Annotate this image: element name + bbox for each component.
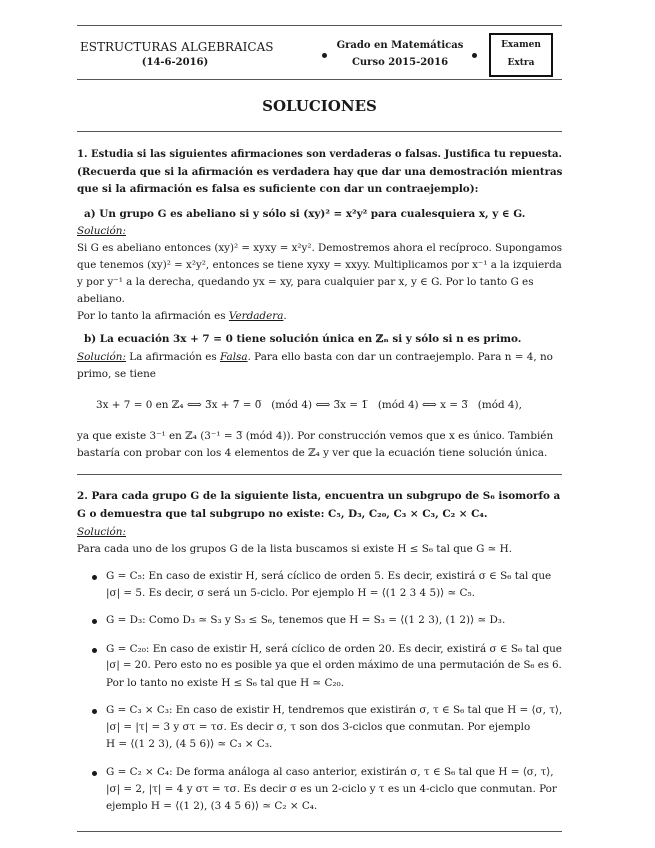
- list-item-line: G = D₃: Como D₃ ≃ S₃ y S₃ ≤ S₆, tenemos que H = S₃ = ⟨(1 2 3), (1 2)⟩ ≃ D₃.: [106, 614, 506, 626]
- list-item-line: G = C₅: En caso de existir H, será cíclico de orden 5. Es decir, existirá σ ∈ S₆ tal que: [106, 570, 552, 582]
- list-item-line: G = C₂₀: En caso de existir H, será cíclico de orden 20. Es decir, existirá σ ∈ S₆ tal que: [106, 643, 562, 655]
- section-rule: [77, 131, 562, 132]
- list-item-line: |σ| = |τ| = 3 y στ = τσ. Es decir σ, τ son dos 3-ciclos que conmutan. Por ejemplo: [106, 721, 531, 733]
- header-separator-dot: [322, 53, 327, 58]
- q1-statement-line: que si la afirmación es falsa es suficiente con dar un contraejemplo):: [77, 183, 479, 195]
- list-item-line: G = C₂ × C₄: De forma análoga al caso anterior, existirán σ, τ ∈ S₆ tal que H = ⟨σ, τ⟩,: [106, 766, 554, 778]
- q1a-solution-label: Solución:: [77, 225, 126, 237]
- q1b-intro: Solución: La afirmación es Falsa. Para ello basta con dar un contraejemplo. Para n = 4, no: [77, 351, 553, 363]
- q2-intro: Para cada uno de los grupos G de la lista buscamos si existe H ≤ S₆ tal que G ≃ H.: [77, 543, 513, 555]
- q1a-statement: a) Un grupo G es abeliano si y sólo si (xy)² = x²y² para cualesquiera x, y ∈ G.: [84, 208, 526, 220]
- list-item-line: G = C₃ × C₃: En caso de existir H, tendremos que existirán σ, τ ∈ S₆ tal que H = ⟨σ, τ⟩,: [106, 704, 563, 716]
- q1b-statement: b) La ecuación 3x + 7 = 0 tiene solución única en ℤₙ si y sólo si n es primo.: [84, 333, 522, 345]
- q1b-verdict: Falsa: [220, 351, 248, 363]
- q2-statement-line: G o demuestra que tal subgrupo no existe: C₅, D₃, C₂₀, C₃ × C₃, C₂ × C₄.: [77, 508, 488, 520]
- academic-year: Curso 2015-2016: [351, 57, 449, 68]
- exam-date: (14-6-2016): [141, 57, 209, 68]
- list-bullet: [92, 771, 97, 776]
- list-item-line: Por lo tanto no existe H ≤ S₆ tal que H ≃ C₂₀.: [106, 677, 345, 689]
- degree-name: Grado en Matemáticas: [336, 40, 464, 51]
- list-bullet: [92, 709, 97, 714]
- exam-session: Extra: [507, 58, 535, 68]
- list-bullet: [92, 648, 97, 653]
- q1-statement-line: (Recuerda que si la afirmación es verdadera hay que dar una demostración mientras: [77, 166, 563, 178]
- q1a-body-line: que tenemos (xy)² = x²y², entonces se tiene xyxy = xxyy. Multiplicamos por x⁻¹ a la izquierda: [77, 259, 562, 271]
- section-rule: [77, 831, 562, 832]
- q1b-body-line: bastaría con probar con los 4 elementos de ℤ₄ y ver que la ecuación tiene solución única.: [77, 447, 548, 459]
- q1b-intro-line: primo, se tiene: [77, 368, 156, 380]
- q1a-conclusion: Por lo tanto la afirmación es Verdadera.: [77, 310, 287, 322]
- q1b-body-line: ya que existe 3⁻¹ en ℤ₄ (3⁻¹ = 3̅ (mód 4)). Por construcción vemos que x es único. También: [77, 430, 554, 442]
- q1a-body-line: y por y⁻¹ a la derecha, quedando yx = xy, para cualquier par x, y ∈ G. Por lo tanto G es: [77, 276, 534, 288]
- header-bottom-rule: [77, 79, 562, 80]
- q1-statement-line: 1. Estudia si las siguientes afirmaciones son verdaderas o falsas. Justifica tu repuesta.: [77, 149, 563, 160]
- q2-solution-label: Solución:: [77, 526, 126, 538]
- header-top-rule: [77, 25, 562, 26]
- list-item-line: |σ| = 20. Pero esto no es posible ya que el orden máximo de una permutación de S₆ es 6.: [106, 660, 562, 671]
- header-separator-dot: [472, 53, 477, 58]
- list-item-line: |σ| = 2, |τ| = 4 y στ = τσ. Es decir σ es un 2-ciclo y τ es un 4-ciclo que conmutan. Por: [106, 783, 557, 795]
- list-bullet: [92, 619, 97, 624]
- q1a-verdict: Verdadera: [228, 310, 284, 322]
- list-item-line: ejemplo H = ⟨(1 2), (3 4 5 6)⟩ ≃ C₂ × C₄.: [106, 800, 318, 812]
- course-title: ESTRUCTURAS ALGEBRAICAS: [80, 40, 274, 54]
- q1a-body-line: abeliano.: [77, 293, 125, 305]
- page-title: SOLUCIONES: [262, 97, 377, 115]
- section-rule: [77, 474, 562, 475]
- q2-statement-line: 2. Para cada grupo G de la siguiente lista, encuentra un subgrupo de S₆ isomorfo a: [77, 490, 561, 502]
- q1a-body-line: Si G es abeliano entonces (xy)² = xyxy = x²y². Demostremos ahora el recíproco. Supongamos: [77, 242, 563, 254]
- list-item-line: |σ| = 5. Es decir, σ será un 5-ciclo. Por ejemplo H = ⟨(1 2 3 4 5)⟩ ≃ C₅.: [106, 587, 475, 599]
- list-item-line: H = ⟨(1 2 3), (4 5 6)⟩ ≃ C₃ × C₃.: [106, 738, 273, 750]
- exam-label: Examen: [501, 40, 541, 50]
- q1b-equation: 3x + 7 = 0 en ℤ₄ ⟺ 3̅x + 7̅ = 0̅ (mód 4) ⟺ 3̅x = 1̅ (mód 4) ⟺ x = 3̅ (mód 4),: [96, 399, 522, 411]
- list-bullet: [92, 575, 97, 580]
